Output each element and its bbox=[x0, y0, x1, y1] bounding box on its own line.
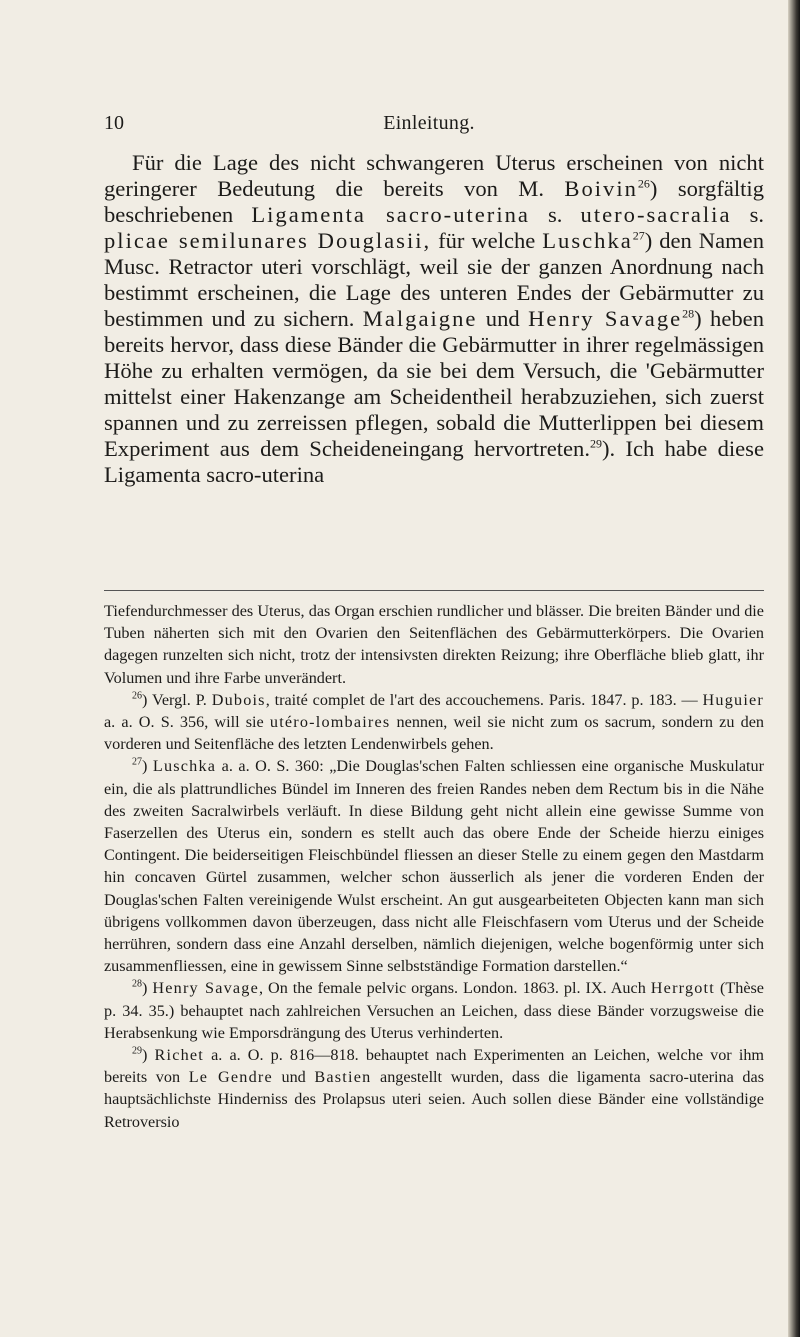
author-name: Henry Savage bbox=[528, 306, 683, 331]
author-name: Dubois bbox=[211, 690, 266, 709]
author-name: Herrgott bbox=[650, 979, 715, 998]
text-run: ) bbox=[142, 1046, 155, 1065]
text-run: für welche bbox=[431, 228, 543, 253]
author-name: Boivin bbox=[564, 176, 638, 201]
term: Ligamenta sacro-uterina bbox=[251, 202, 530, 227]
author-name: Richet bbox=[154, 1046, 204, 1065]
text-run: ) sorgfältig beschriebenen bbox=[104, 176, 765, 227]
footnote-ref: 28 bbox=[682, 306, 695, 321]
term: plicae semilunares Douglasii, bbox=[104, 228, 432, 253]
footnotes bbox=[104, 600, 764, 1133]
footnote-28 bbox=[104, 977, 764, 1044]
author-name: Le Gendre bbox=[188, 1068, 273, 1087]
running-head: Einleitung. bbox=[383, 112, 475, 134]
author-name: Bastien bbox=[314, 1068, 372, 1087]
text-run: ) heben bereits hervor, dass diese Bänder die Gebärmutter in ihrer regelmässigen Höhe zu erhalten vermögen, da sie bei dem Versuch, die 'Gebärmutter mittelst einer Hakenzange am Scheidentheil herabzuziehen, sich zuerst spannen und zu zerreissen pflegen, sobald die Mutterlippen bei diesem Experiment aus dem Scheideneingang hervortreten. bbox=[104, 306, 765, 461]
text-run: nennen, weil sie nicht zum os sacrum, sondern zu den vorderen und Seitenfläche des letzten Lendenwirbels gehen. bbox=[104, 713, 765, 754]
footnote-26 bbox=[104, 689, 764, 756]
footnote-continuation: Tiefendurchmesser des Uterus, das Organ erschien rundlicher und blässer. Die breiten Bänder und die Tuben näherten sich mit den Ovarien den Seitenflächen des Gebärmutterkörpers. Die Ovarien dagegen runzelten sich nicht, trotz der intensivsten direkten Reizung; ihre Oberfläche blieb glatt, ihr Volumen und ihre Farbe unverändert. bbox=[104, 602, 764, 687]
text-run: s. bbox=[529, 202, 581, 227]
text-run: ) bbox=[142, 757, 153, 776]
text-run: a. a. O. p. 816—818. behauptet nach Experimenten an Leichen, welche vor ihm bereits von bbox=[104, 1046, 764, 1087]
footnote-ref: 26 bbox=[637, 176, 650, 191]
page-header bbox=[96, 112, 762, 136]
term: utéro-lombaires bbox=[269, 713, 391, 732]
page-edge-shadow bbox=[788, 0, 800, 1337]
main-paragraph bbox=[104, 150, 764, 488]
text-run: (Thèse p. 34. 35.) behauptet nach zahlreichen Versuchen an Leichen, dass diese Bänder vorzugsweise die Herabsenkung wie Emporsdrängung des Uterus verhinderten. bbox=[104, 979, 764, 1042]
text-run: und bbox=[477, 306, 529, 331]
footnote-ref: 29 bbox=[590, 436, 602, 451]
text-run: Für die Lage des nicht schwangeren Uterus erscheinen von nicht geringerer Bedeutung die bereits von M. bbox=[104, 150, 764, 201]
footnote-divider bbox=[104, 590, 764, 591]
text-run: a. a. O. S. 360: „Die Douglas'schen Falten schliessen eine organische Muskulatur ein, die als plattrundliches Bündel im Inneren des freien Randes neben dem Rectum bis in die Nähe des zweiten Sacralwirbels verläuft. In diese Bildung geht nicht allein eine gewisse Summe von Faserzellen des Uterus ein, sondern es stellt auch das obere Ende der Scheide hierzu einiges Contingent. Die beiderseitigen Fleischbündel fliessen an dieser Stelle zu einem gegen den Mastdarm hin concaven Gürtel zusammen, welcher schon äusserlich als jener die vorderen Enden der Douglas'schen Falten vereinigende Wulst erscheint. An gut ausgearbeiteten Objecten kann man sich übrigens vollkommen davon überzeugen, dass nicht alle Fleischfasern vom Uterus und der Scheide herrühren, sondern dass eine Anzahl derselben, nämlich diejenigen, welche bogenförmig unter sich zusammenfliessen, eine in gewissem Sinne selbstständige Formation darstellen.“ bbox=[104, 757, 765, 976]
author-name: Henry Savage bbox=[152, 979, 259, 998]
footnote-number: 26 bbox=[132, 690, 142, 702]
author-name: Huguier bbox=[702, 690, 764, 709]
text-run: ) bbox=[142, 979, 153, 998]
main-text bbox=[104, 150, 764, 488]
text-run: , On the female pelvic organs. London. 1863. pl. IX. Auch bbox=[258, 979, 651, 998]
footnote-ref: 27 bbox=[632, 228, 645, 243]
text-run: s. bbox=[731, 202, 765, 227]
author-name: Malgaigne bbox=[362, 306, 478, 331]
footnote-27 bbox=[104, 755, 764, 977]
footnote-number: 27 bbox=[132, 757, 142, 769]
text-run: a. a. O. S. 356, will sie bbox=[104, 713, 270, 732]
term: utero-sacralia bbox=[580, 202, 732, 227]
text-run: angestellt wurden, dass die ligamenta sacro-uterina das hauptsächlichste Hinderniss des Prolapsus uteri seien. Auch sollen diese Bänder eine vollständige Retroversio bbox=[104, 1068, 765, 1131]
text-run: , traité complet de l'art des accouchemens. Paris. 1847. p. 183. — bbox=[265, 690, 703, 709]
page-number: 10 bbox=[104, 112, 124, 134]
author-name: Luschka bbox=[152, 757, 217, 776]
text-run: ). Ich habe diese Ligamenta sacro-uterina bbox=[104, 436, 764, 487]
text-run: ) den Namen Musc. Retractor uteri vorschlägt, weil sie der ganzen Anordnung nach bestimmt erscheinen, die Lage des unteren Endes der Gebärmutter zu bestimmen und zu sichern. bbox=[104, 228, 765, 331]
author-name: Luschka bbox=[542, 228, 633, 253]
text-run: ) Vergl. P. bbox=[142, 690, 212, 709]
footnote-number: 29 bbox=[132, 1045, 142, 1057]
text-run: und bbox=[272, 1068, 315, 1087]
footnote-number: 28 bbox=[132, 979, 142, 991]
footnote-29 bbox=[104, 1044, 764, 1133]
